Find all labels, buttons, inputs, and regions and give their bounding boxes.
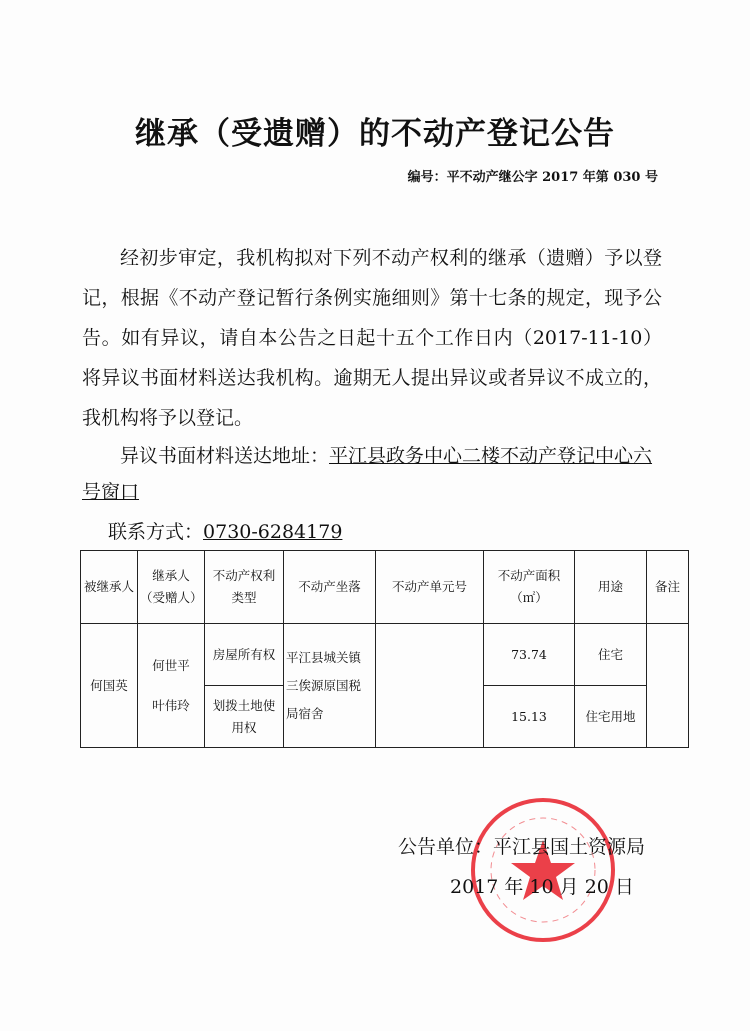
reference-number: 编号：平不动产继公字 2017 年第 030 号 <box>407 170 658 185</box>
right-type-cell: 房屋所有权 <box>205 624 284 686</box>
header-cell: 备注 <box>647 551 689 624</box>
table-header-row <box>81 551 689 624</box>
use-cell: 住宅用地 <box>575 686 647 748</box>
objection-address <box>82 438 662 510</box>
property-table <box>80 550 689 748</box>
document-title: 继承（受遗赠）的不动产登记公告 <box>135 116 615 152</box>
contact-phone: 0730-6284179 <box>203 521 343 543</box>
header-cell: 不动产权利类型 <box>205 551 284 624</box>
header-cell: 不动产面积（㎡） <box>484 551 575 624</box>
heir: 叶伟玲 <box>152 697 190 713</box>
header-cell: 不动产单元号 <box>376 551 484 624</box>
address-value: 平江县政务中心二楼不动产登记中心六号窗口 <box>82 445 653 503</box>
header-cell: 用途 <box>575 551 647 624</box>
heir: 何世平 <box>152 657 190 673</box>
right-type-cell: 划拨土地使用权 <box>205 686 284 748</box>
header-cell: 不动产坐落 <box>284 551 376 624</box>
unit-number-cell <box>376 624 484 748</box>
document-body <box>80 238 690 748</box>
issuer-name: 平江县国土资源局 <box>493 836 646 858</box>
heirs-cell <box>138 624 205 748</box>
decedent-cell: 何国英 <box>81 624 138 748</box>
header-cell: 继承人（受赠人） <box>138 551 205 624</box>
address-label: 异议书面材料送达地址： <box>120 445 330 467</box>
area-cell: 73.74 <box>484 624 575 686</box>
issue-date: 2017 年 10 月 20 日 <box>450 876 634 898</box>
body-paragraph: 经初步审定，我机构拟对下列不动产权利的继承（遗赠）予以登记，根据《不动产登记暂行条例实施细则》第十七条的规定，现予公告。如有异议，请自本公告之日起十五个工作日内（2017-11-10）将异议书面材料送达我机构。逾期无人提出异议或者异议不成立的，我机构将予以登记。 <box>82 247 662 429</box>
location-cell: 平江县城关镇三俟源原国税局宿舍 <box>284 624 376 748</box>
use-cell: 住宅 <box>575 624 647 686</box>
contact-label: 联系方式： <box>108 521 204 543</box>
header-cell: 被继承人 <box>81 551 138 624</box>
issuer-label: 公告单位： <box>398 836 494 858</box>
area-cell: 15.13 <box>484 686 575 748</box>
remarks-cell <box>647 624 689 748</box>
contact <box>108 518 690 546</box>
table-row <box>81 624 689 686</box>
issuer <box>398 832 645 859</box>
official-seal <box>468 795 618 945</box>
